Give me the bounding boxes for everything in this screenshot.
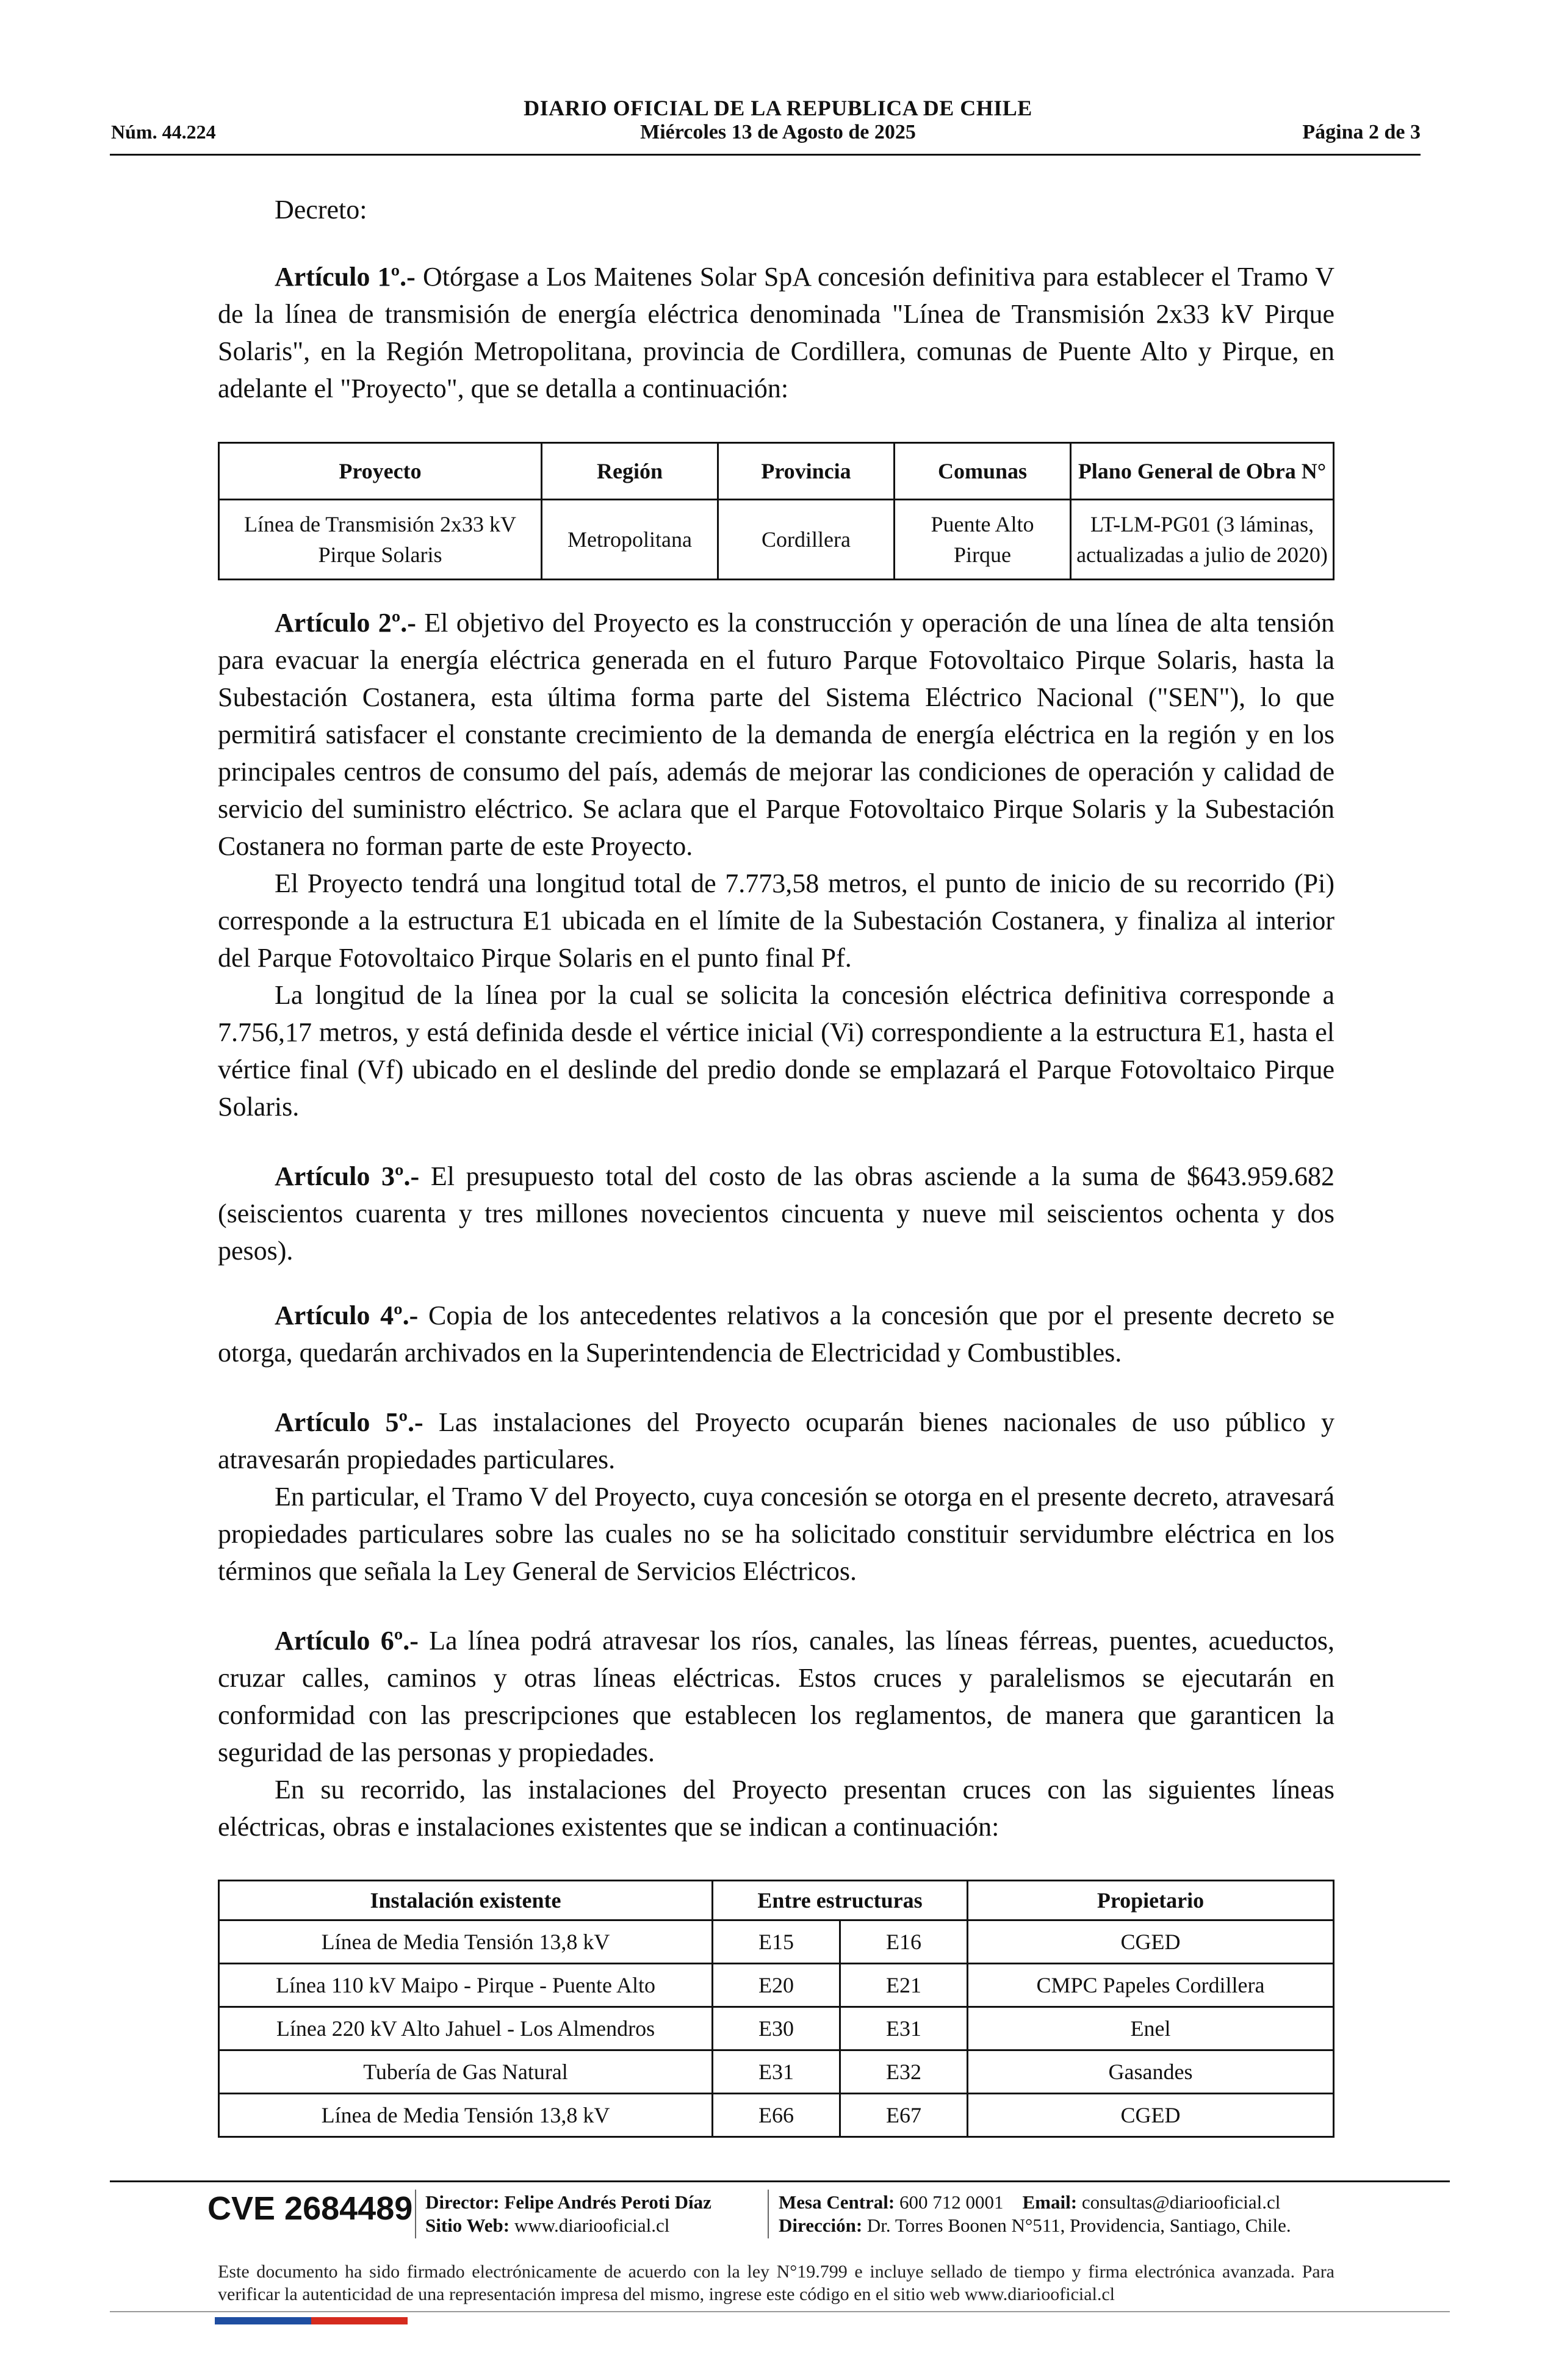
- table-row: [219, 2007, 1334, 2050]
- cell-provincia: Cordillera: [718, 500, 895, 580]
- article-3: [218, 1158, 1334, 1269]
- footer-divider: [110, 2180, 1450, 2182]
- crossings-table: [218, 1880, 1334, 2138]
- column-header: Plano General de Obra N°: [1071, 443, 1334, 500]
- issue-number: Núm. 44.224: [111, 121, 216, 143]
- article-6-paragraph-2: En su recorrido, las instalaciones del Proyecto presentan cruces con las siguientes líneas eléctricas, obras e instalaciones existentes que se indican a continuación:: [218, 1775, 1334, 1842]
- cell-estructura-desde: E20: [713, 1964, 840, 2007]
- article-3-title: Artículo 3º.-: [275, 1161, 420, 1191]
- cell-instalacion: Línea de Media Tensión 13,8 kV: [219, 2094, 713, 2137]
- cell-region: Metropolitana: [542, 500, 718, 580]
- publication-title: DIARIO OFICIAL DE LA REPUBLICA DE CHILE: [524, 96, 1032, 120]
- article-4-text: Copia de los antecedentes relativos a la concesión que por el presente decreto se otorga, quedarán archivados en la Superintendencia de Electricidad y Combustibles.: [218, 1300, 1334, 1368]
- cell-propietario: CGED: [968, 2094, 1334, 2137]
- article-4: [218, 1297, 1334, 1371]
- cell-propietario: Enel: [968, 2007, 1334, 2050]
- address-label: Dirección:: [779, 2215, 863, 2236]
- article-5: [218, 1404, 1334, 1478]
- flag-stripe-blue: [215, 2317, 311, 2324]
- footer-separator: [415, 2190, 416, 2238]
- cell-plano: LT-LM-PG01 (3 láminas, actualizadas a julio de 2020): [1071, 500, 1334, 580]
- article-6: [218, 1622, 1334, 1771]
- article-6-title: Artículo 6º.-: [275, 1626, 419, 1656]
- director-name: Felipe Andrés Peroti Díaz: [504, 2191, 711, 2213]
- address-text: Dr. Torres Boonen N°511, Providencia, Santiago, Chile.: [866, 2215, 1291, 2236]
- article-1-title: Artículo 1º.-: [275, 262, 416, 292]
- footer-bottom-divider: [110, 2311, 1450, 2312]
- footer-separator: [768, 2190, 769, 2238]
- cell-estructura-desde: E15: [713, 1920, 840, 1964]
- footer-contact: [779, 2191, 1291, 2237]
- column-header: Entre estructuras: [713, 1881, 968, 1920]
- cell-comunas: Puente Alto Pirque: [895, 500, 1071, 580]
- cell-estructura-hasta: E67: [840, 2094, 968, 2137]
- column-header: Instalación existente: [219, 1881, 713, 1920]
- email-link[interactable]: consultas@diariooficial.cl: [1081, 2191, 1281, 2213]
- cell-estructura-hasta: E32: [840, 2050, 968, 2094]
- cell-estructura-desde: E31: [713, 2050, 840, 2094]
- cell-instalacion: Línea 110 kV Maipo - Pirque - Puente Alto: [219, 1964, 713, 2007]
- table-row: [219, 2094, 1334, 2137]
- cell-propietario: CGED: [968, 1920, 1334, 1964]
- website-label: Sitio Web:: [425, 2215, 510, 2236]
- cell-instalacion: Línea 220 kV Alto Jahuel - Los Almendros: [219, 2007, 713, 2050]
- mesa-central-phone: 600 712 0001: [899, 2191, 1004, 2213]
- article-2-paragraph-3: La longitud de la línea por la cual se solicita la concesión eléctrica definitiva corresponde a 7.756,17 metros, y está definida desde el vértice inicial (Vi) correspondiente a la estructura E1, hasta el vértice final (Vf) ubicado en el deslinde del predio donde se emplazará el Parque Fotovoltaico Pirque Solaris.: [218, 980, 1334, 1122]
- header-divider: [110, 154, 1421, 156]
- decreto-label: Decreto:: [275, 195, 367, 225]
- cell-estructura-desde: E66: [713, 2094, 840, 2137]
- cell-estructura-hasta: E21: [840, 1964, 968, 2007]
- cell-instalacion: Tubería de Gas Natural: [219, 2050, 713, 2094]
- article-2-text: El objetivo del Proyecto es la construcción y operación de una línea de alta tensión para evacuar la energía eléctrica generada en el futuro Parque Fotovoltaico Pirque Solaris, hasta la Subestación Costanera, esta última forma parte del Sistema Eléctrico Nacional ("SEN"), lo que permitirá satisfacer el constante crecimiento de la demanda de energía eléctrica en la región y en los principales centros de consumo del país, además de mejorar las condiciones de operación y calidad de servicio del suministro eléctrico. Se aclara que el Parque Fotovoltaico Pirque Solaris y la Subestación Costanera no forman parte de este Proyecto.: [218, 608, 1334, 861]
- cell-propietario: Gasandes: [968, 2050, 1334, 2094]
- signature-notice: Este documento ha sido firmado electrónicamente de acuerdo con la ley N°19.799 e incluye sellado de tiempo y firma electrónica avanzada. Para verificar la autenticidad de una representación impresa del mismo, ingrese este código en el sitio web www.diariooficial.cl: [218, 2262, 1334, 2304]
- director-label: Director:: [425, 2191, 500, 2213]
- table-header-row: [219, 1881, 1334, 1920]
- cell-propietario: CMPC Papeles Cordillera: [968, 1964, 1334, 2007]
- article-6-text: La línea podrá atravesar los ríos, canales, las líneas férreas, puentes, acueductos, cruzar calles, caminos y otras líneas eléctricas. Estos cruces y paralelismos se ejecutarán en conformidad con las prescripciones que establecen los reglamentos, de manera que garanticen la seguridad de las personas y propiedades.: [218, 1626, 1334, 1767]
- email-label: Email:: [1022, 2191, 1078, 2213]
- cell-estructura-hasta: E31: [840, 2007, 968, 2050]
- article-5-paragraph-2: En particular, el Tramo V del Proyecto, cuya concesión se otorga en el presente decreto, atravesará propiedades particulares sobre las cuales no se ha solicitado constituir servidumbre eléctrica en los términos que señala la Ley General de Servicios Eléctricos.: [218, 1482, 1334, 1586]
- cell-instalacion: Línea de Media Tensión 13,8 kV: [219, 1920, 713, 1964]
- article-5-title: Artículo 5º.-: [275, 1407, 423, 1437]
- table-header-row: [219, 443, 1334, 500]
- cell-proyecto: Línea de Transmisión 2x33 kV Pirque Solaris: [219, 500, 542, 580]
- table-row: [219, 500, 1334, 580]
- cell-estructura-hasta: E16: [840, 1920, 968, 1964]
- table-row: [219, 1920, 1334, 1964]
- flag-stripe-red: [311, 2317, 408, 2324]
- article-2-paragraph-2: El Proyecto tendrá una longitud total de 7.773,58 metros, el punto de inicio de su recorrido (Pi) corresponde a la estructura E1 ubicada en el límite de la Subestación Costanera, y finaliza al interior del Parque Fotovoltaico Pirque Solaris en el punto final Pf.: [218, 868, 1334, 973]
- project-table: [218, 442, 1334, 580]
- issue-date: Miércoles 13 de Agosto de 2025: [640, 121, 916, 143]
- column-header: Provincia: [718, 443, 895, 500]
- article-3-text: El presupuesto total del costo de las obras asciende a la suma de $643.959.682 (seiscientos cuarenta y tres millones novecientos cincuenta y nueve mil seiscientos ochenta y dos pesos).: [218, 1161, 1334, 1266]
- page-indicator: Página 2 de 3: [1302, 121, 1421, 143]
- table-row: [219, 2050, 1334, 2094]
- mesa-central-label: Mesa Central:: [779, 2191, 895, 2213]
- website-link[interactable]: www.diariooficial.cl: [514, 2215, 670, 2236]
- footer-editorial: [425, 2191, 711, 2237]
- article-1: [218, 258, 1334, 407]
- article-2-title: Artículo 2º.-: [275, 608, 416, 638]
- article-2: [218, 604, 1334, 865]
- column-header: Región: [542, 443, 718, 500]
- column-header: Comunas: [895, 443, 1071, 500]
- column-header: Proyecto: [219, 443, 542, 500]
- column-header: Propietario: [968, 1881, 1334, 1920]
- article-4-title: Artículo 4º.-: [275, 1300, 419, 1330]
- cve-code: CVE 2684489: [207, 2190, 413, 2227]
- table-row: [219, 1964, 1334, 2007]
- article-1-text: Otórgase a Los Maitenes Solar SpA concesión definitiva para establecer el Tramo V de la línea de transmisión de energía eléctrica denominada "Línea de Transmisión 2x33 kV Pirque Solaris", en la Región Metropolitana, provincia de Cordillera, comunas de Puente Alto y Pirque, en adelante el "Proyecto", que se detalla a continuación:: [218, 262, 1334, 403]
- cell-estructura-desde: E30: [713, 2007, 840, 2050]
- article-5-text: Las instalaciones del Proyecto ocuparán bienes nacionales de uso público y atravesarán propiedades particulares.: [218, 1407, 1334, 1474]
